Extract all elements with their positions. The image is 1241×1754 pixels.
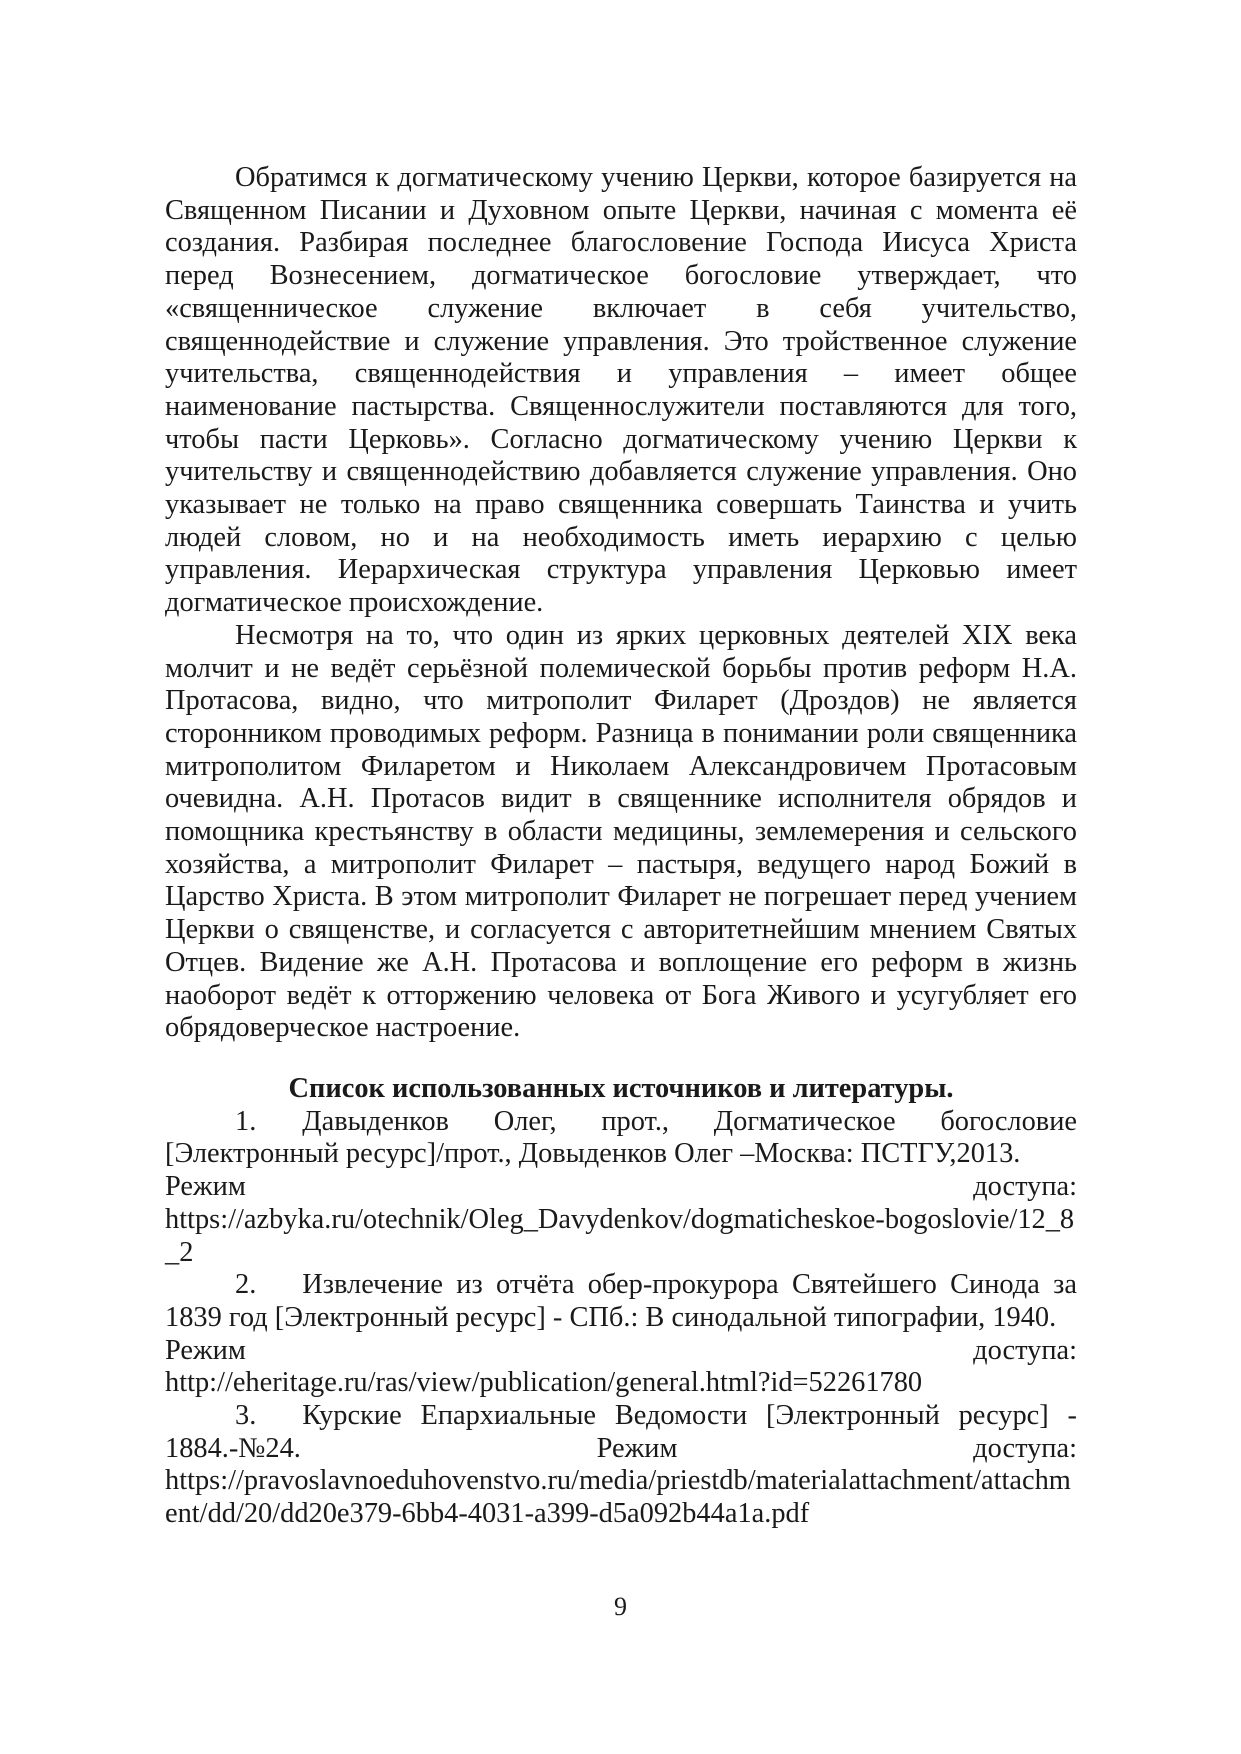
access-label-right: доступа: <box>973 1432 1077 1464</box>
reference-access-line <box>165 1433 1077 1466</box>
reference-access-line <box>165 1171 1077 1204</box>
reference-text: Курские Епархиальные Ведомости [Электронный ресурс] - <box>302 1400 1077 1432</box>
page-number: 9 <box>614 1592 627 1621</box>
references-title: Список использованных источников и литературы. <box>288 1072 954 1104</box>
reference-item-1 <box>165 1106 1077 1270</box>
reference-url[interactable]: http://eheritage.ru/ras/view/publication/general.html?id=52261780 <box>165 1367 923 1399</box>
reference-text: Извлечение из отчёта обер-прокурора Святейшего Синода за 1839 год [Электронный ресурс] - СПб.: В синодальной типографии, 1940. <box>165 1269 1077 1333</box>
access-label-right: доступа: <box>973 1171 1077 1203</box>
reference-url[interactable]: https://pravoslavnoeduhovenstvo.ru/media/priestdb/materialattachment/attachment/dd/20/dd20e379-6bb4-4031-a399-d5a092b44a1a.pdf <box>165 1465 1071 1530</box>
reference-item-3 <box>165 1400 1077 1531</box>
reference-access-line <box>165 1335 1077 1368</box>
reference-text-tail: 1884.-№24. <box>165 1432 301 1464</box>
reference-number: 2. <box>235 1269 257 1301</box>
reference-item-2 <box>165 1269 1077 1400</box>
reference-number: 3. <box>235 1400 257 1432</box>
body-paragraph-2: Несмотря на то, что один из ярких церковных деятелей XIX века молчит и не ведёт серьёзной полемической борьбы против реформ Н.А. Протасова, видно, что митрополит Филарет (Дроздов) не является сторонником проводимых реформ. Разница в понимании роли священника митрополитом Филаретом и Николаем Александровичем Протасовым очевидна. А.Н. Протасов видит в священнике исполнителя обрядов и помощника крестьянству в области медицины, землемерения и сельского хозяйства, а митрополит Филарет – пастыря, ведущего народ Божий в Царство Христа. В этом митрополит Филарет не погрешает перед учением Церкви о священстве, и согласуется с авторитетнейшим мнением Святых Отцев. Видение же А.Н. Протасова и воплощение его реформ в жизнь наоборот ведёт к отторжению человека от Бога Живого и усугубляет его обрядоверческое настроение. <box>165 619 1077 1044</box>
access-label-left: Режим <box>165 1334 246 1366</box>
document-page <box>165 162 1077 1531</box>
access-label-left: Режим <box>165 1171 246 1203</box>
body-paragraph-1: Обратимся к догматическому учению Церкви, которое базируется на Священном Писании и Духовном опыте Церкви, начиная с момента её создания. Разбирая последнее благословение Господа Иисуса Христа перед Вознесением, догматическое богословие утверждает, что «священническое служение включает в себя учительство, священнодействие и служение управления. Это тройственное служение учительства, священнодействия и управления – имеет общее наименование пастырства. Священнослужители поставляются для того, чтобы пасти Церковь». Согласно догматическому учению Церкви к учительству и священнодействию добавляется служение управления. Оно указывает не только на право священника совершать Таинства и учить людей словом, но и на необходимость иметь иерархию с целью управления. Иерархическая структура управления Церковью имеет догматическое происхождение. <box>165 162 1077 619</box>
access-label-right: доступа: <box>973 1334 1077 1366</box>
reference-url[interactable]: https://azbyka.ru/otechnik/Oleg_Davydenkov/dogmaticheskoe-bogoslovie/12_8_2 <box>165 1203 1075 1268</box>
reference-text: Давыденков Олег, прот., Догматическое богословие [Электронный ресурс]/прот., Довыденков Олег –Москва: ПСТГУ,2013. <box>165 1105 1077 1170</box>
reference-number: 1. <box>235 1105 257 1137</box>
access-label-left: Режим <box>596 1432 678 1464</box>
